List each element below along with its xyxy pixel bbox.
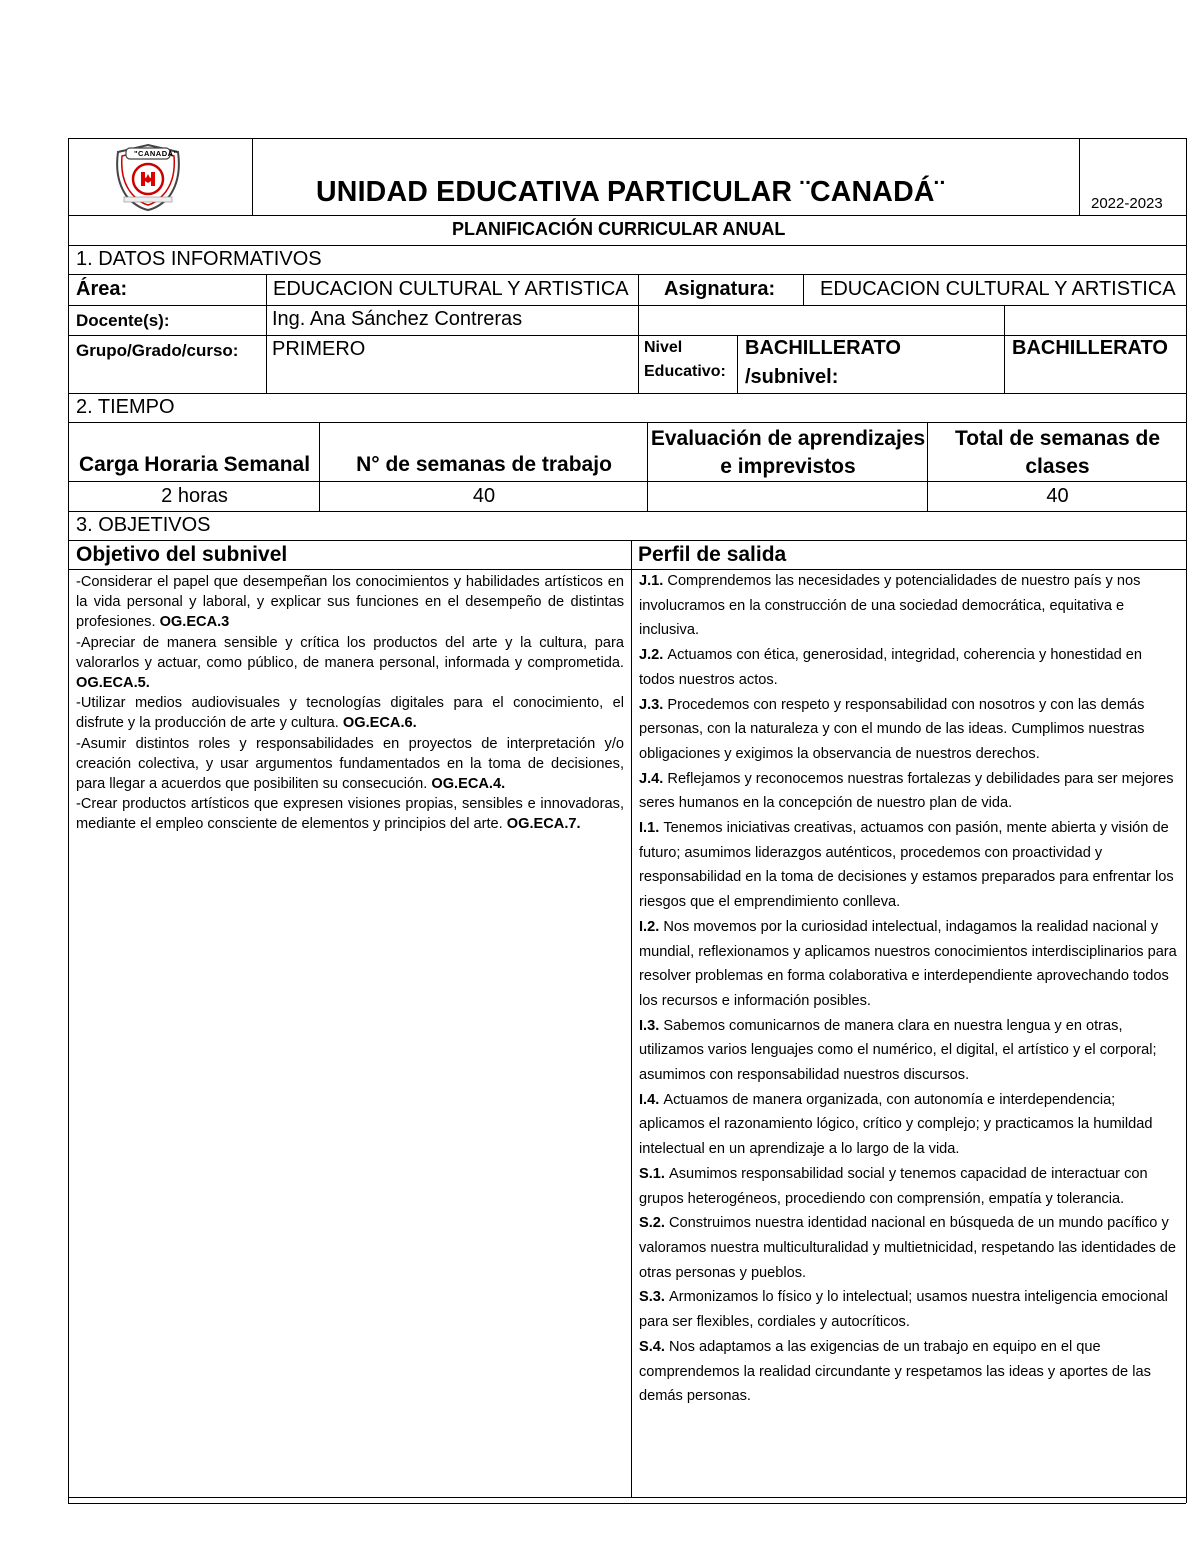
subnivel-objective-text: -Considerar el papel que desempeñan los conocimientos y habilidades artísticos en la vida personal y laboral, y explicar sus funciones en el desempeño de distintas profesiones. [76,574,624,631]
subnivel-objective-item [76,693,624,733]
perfil-item [639,915,1181,1014]
perfil-item [639,1014,1181,1088]
perfil-item-text: Tenemos iniciativas creativas, actuamos con pasión, mente abierta y visión de futuro; asumimos liderazgos auténticos, procedemos con proactividad y responsabilidad en la toma de decisiones y estamos preparados para enfrentar los riesgos que el emprendimiento conlleva. [639,820,1174,911]
perfil-item-code: I.3. [639,1017,664,1034]
subnivel-objective-code: OG.ECA.4. [431,776,506,793]
grupo-value: PRIMERO [272,338,366,360]
perfil-item-text: Nos movemos por la curiosidad intelectual, indagamos la realidad nacional y mundial, reflexionamos y aplicamos nuestros conocimientos interdisciplinarios para resolver problemas en forma colaborativa e interdependiente aprovechando todos los recursos e información posibles. [639,918,1177,1009]
subnivel-objective-item [76,572,624,633]
perfil-item-text: Sabemos comunicarnos de manera clara en nuestra lengua y en otras, utilizamos varios lenguajes como el numérico, el digital, el artístico y el corporal; asumimos con responsabilidad nuestros discursos. [639,1017,1157,1084]
perfil-item-code: I.4. [639,1091,664,1108]
semanas-trabajo-header: N° de semanas de trabajo [356,453,612,476]
perfil-item-code: S.2. [639,1215,670,1232]
perfil-item-text: Procedemos con respeto y responsabilidad con nosotros y con las demás personas, con la naturaleza y con el mundo de las ideas. Cumplimos nuestras obligaciones y exigimos la observancia de nuestros derechos. [639,696,1145,762]
subnivel-value: BACHILLERATO [1012,337,1168,359]
total-semanas-value: 40 [1046,485,1069,507]
subnivel-objective-text: -Apreciar de manera sensible y crítica los productos del arte y la cultura, para valorarlos y actuar, como público, de manera personal, informada y comprometida. [76,634,624,671]
perfil-item [639,1088,1181,1162]
datos-section-title: 1. DATOS INFORMATIVOS [76,248,322,270]
subnivel-objective-code: OG.ECA.6. [342,715,417,732]
subnivel-objective-item [76,633,624,694]
perfil-item [639,1285,1181,1334]
docente-value: Ing. Ana Sánchez Contreras [272,308,523,330]
docente-label: Docente(s): [76,311,170,330]
perfil-item [639,1335,1181,1409]
perfil-item-code: I.1. [639,820,664,837]
perfil-item-text: Construimos nuestra identidad nacional en búsqueda de un mundo pacífico y valoramos nuestra multiculturalidad y multietnicidad, respetando las identidades de otras personas y pueblos. [639,1215,1177,1281]
subnivel-objective-code: OG.ECA.5. [76,675,150,692]
nivel-label-1: Nivel [644,339,683,356]
school-name: UNIDAD EDUCATIVA PARTICULAR ¨CANADÁ¨ [316,176,945,208]
objetivo-subnivel-list [76,572,624,835]
subnivel-objective-code: OG.ECA.7. [506,816,581,833]
perfil-item [639,569,1181,643]
total-semanas-header: Total de semanas de clases [954,427,1161,478]
perfil-item [639,693,1181,767]
subnivel-objective-text: -Utilizar medios audiovisuales y tecnologías digitales para el conocimiento, el disfrute y la producción de arte y cultura. [76,695,624,732]
perfil-item-code: S.4. [639,1338,670,1355]
perfil-salida-list [639,569,1181,1409]
nivel-label-2: Educativo: [644,363,726,380]
perfil-item-code: I.2. [639,918,664,935]
perfil-item-text: Actuamos con ética, generosidad, integridad, coherencia y honestidad en todos nuestros actos. [639,647,1143,688]
semanas-trabajo-value: 40 [472,485,496,507]
perfil-item-code: J.2. [639,647,668,664]
area-value: EDUCACION CULTURAL Y ARTISTICA [273,278,629,300]
carga-horaria-value: 2 horas [161,485,228,507]
logo-text: "CANADÁ" [134,149,178,158]
perfil-item-code: J.4. [639,770,668,787]
subnivel-objective-item [76,794,624,834]
perfil-salida-header: Perfil de salida [638,543,787,566]
carga-horaria-header: Carga Horaria Semanal [78,453,311,476]
perfil-item-text: Actuamos de manera organizada, con autonomía e interdependencia; aplicamos el razonamiento lógico, crítico y complejo; y practicamos la humildad intelectual en un aprendizaje a lo largo de la vida. [639,1091,1153,1158]
subnivel-objective-text: -Asumir distintos roles y responsabilidades en proyectos de interpretación y/o creación colectiva, y usar argumentos fundamentados en la toma de decisiones, para llegar a acuerdos que posibiliten su consecución. [76,735,624,793]
nivel-value-2: /subnivel: [745,366,839,388]
subnivel-objective-item [76,734,624,795]
perfil-item [639,1211,1181,1285]
school-logo [112,142,184,212]
perfil-item-code: J.1. [639,573,668,589]
perfil-item-text: Asumimos responsabilidad social y tenemos capacidad de interactuar con grupos heterogéneos, procediendo con comprensión, empatía y tolerancia. [639,1165,1148,1207]
perfil-item-text: Nos adaptamos a las exigencias de un trabajo en equipo en el que comprendemos la realidad circundante y respetamos las ideas y aportes de las demás personas. [639,1338,1151,1405]
nivel-value-1: BACHILLERATO [745,337,901,359]
area-label: Área: [76,278,128,300]
perfil-item [639,767,1181,816]
subnivel-objective-code: OG.ECA.3 [159,614,230,631]
school-year: 2022-2023 [1091,195,1163,212]
perfil-item [639,643,1181,692]
asignatura-value: EDUCACION CULTURAL Y ARTISTICA [820,278,1176,300]
asignatura-label: Asignatura: [664,278,776,300]
tiempo-section-title: 2. TIEMPO [76,396,175,418]
perfil-item-code: S.3. [639,1289,670,1306]
objetivos-section-title: 3. OBJETIVOS [76,514,211,536]
grupo-label: Grupo/Grado/curso: [76,341,239,360]
evaluacion-header: Evaluación de aprendizajes e imprevistos [650,427,926,478]
perfil-item-text: Armonizamos lo físico y lo intelectual; usamos nuestra inteligencia emocional para ser flexibles, cordiales y autocríticos. [639,1289,1168,1331]
perfil-item-text: Comprendemos las necesidades y potencialidades de nuestro país y nos involucramos en la construcción de una sociedad democrática, equitativa e inclusiva. [639,573,1141,639]
perfil-item-code: J.3. [639,696,668,713]
perfil-item-code: S.1. [639,1165,670,1182]
perfil-item-text: Reflejamos y reconocemos nuestras fortalezas y debilidades para ser mejores seres humanos en la concepción de nuestro plan de vida. [639,770,1174,812]
perfil-item [639,1162,1181,1211]
subnivel-objective-text: -Crear productos artísticos que expresen visiones propias, sensibles e innovadoras, mediante el empleo consciente de elementos y principios del arte. [76,796,624,833]
perfil-item [639,816,1181,915]
objetivo-subnivel-header: Objetivo del subnivel [76,543,288,566]
plan-title: PLANIFICACIÓN CURRICULAR ANUAL [452,219,786,239]
